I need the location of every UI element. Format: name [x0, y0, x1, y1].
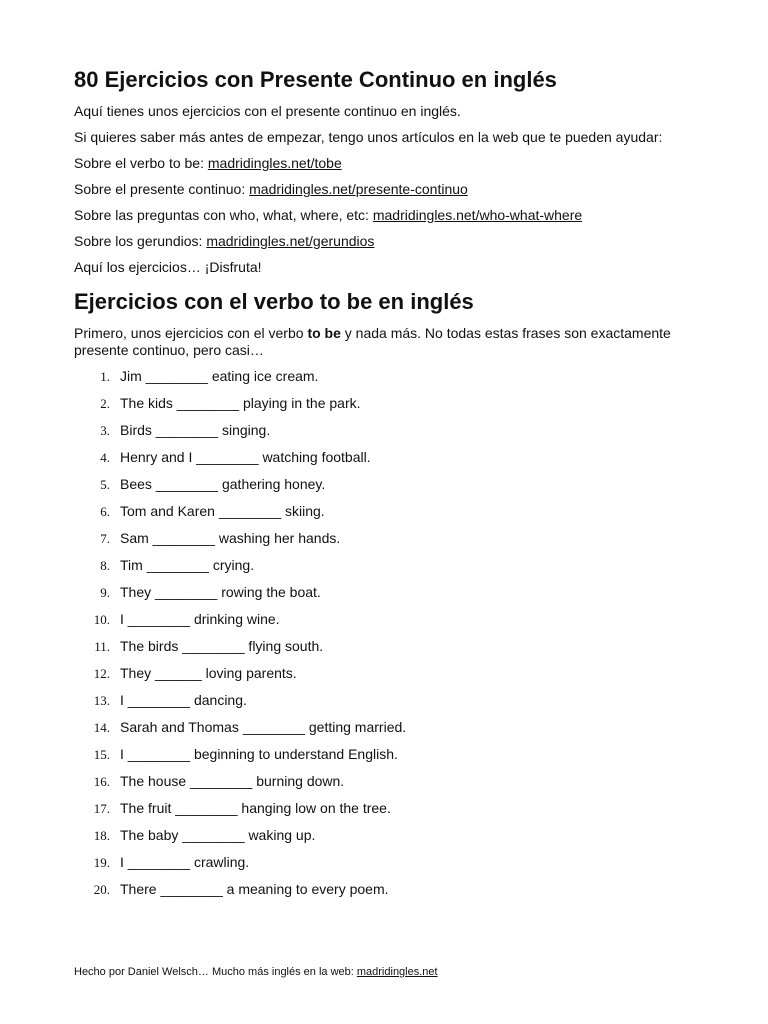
lead-text-after: y nada más. No todas estas frases son exactamente presente continuo, pero casi…	[74, 325, 671, 358]
exercise-item	[74, 368, 694, 385]
exercise-text: The house ________ burning down.	[120, 773, 345, 789]
link-label: Sobre el verbo to be:	[74, 155, 208, 171]
exercise-text: The kids ________ playing in the park.	[120, 395, 361, 411]
exercise-number: 6.	[100, 504, 110, 519]
exercise-text: Tim ________ crying.	[120, 557, 255, 573]
intro-paragraph: Aquí tienes unos ejercicios con el presente continuo en inglés.	[74, 103, 461, 119]
exercise-text: The fruit ________ hanging low on the tree.	[120, 800, 391, 816]
exercise-item	[74, 638, 694, 655]
link-presente-continuo[interactable]: madridingles.net/presente-continuo	[249, 181, 468, 197]
exercise-item	[74, 719, 694, 736]
link-label: Sobre las preguntas con who, what, where, etc:	[74, 207, 373, 223]
exercise-item	[74, 395, 694, 412]
exercise-text: Henry and I ________ watching football.	[120, 449, 371, 465]
exercise-text: There ________ a meaning to every poem.	[120, 881, 389, 897]
link-line-gerundios	[74, 233, 694, 250]
outro-paragraph: Aquí los ejercicios… ¡Disfruta!	[74, 259, 262, 275]
link-label: Sobre el presente continuo:	[74, 181, 250, 197]
exercise-number: 12.	[93, 666, 110, 681]
link-label: Sobre los gerundios:	[74, 233, 207, 249]
exercise-number: 9.	[100, 585, 110, 600]
exercise-text: The baby ________ waking up.	[120, 827, 316, 843]
exercise-number: 20.	[93, 882, 110, 897]
exercise-number: 18.	[93, 828, 110, 843]
exercise-text: I ________ crawling.	[120, 854, 250, 870]
exercise-item	[74, 881, 694, 898]
link-line-presente-continuo	[74, 181, 694, 198]
exercise-number: 4.	[100, 450, 110, 465]
exercise-number: 16.	[93, 774, 110, 789]
exercise-number: 10.	[93, 612, 110, 627]
intro-paragraph-2: Si quieres saber más antes de empezar, tengo unos artículos en la web que te pueden ayudar:	[74, 129, 663, 145]
exercise-item	[74, 692, 694, 709]
exercise-text: The birds ________ flying south.	[120, 638, 324, 654]
exercise-item	[74, 827, 694, 844]
footer	[74, 965, 438, 979]
section-heading: Ejercicios con el verbo to be en inglés	[74, 289, 474, 314]
link-line-who-what-where	[74, 207, 694, 224]
exercise-text: Tom and Karen ________ skiing.	[120, 503, 325, 519]
exercise-number: 1.	[100, 369, 110, 384]
exercise-text: Sarah and Thomas ________ getting married.	[120, 719, 407, 735]
exercise-list	[74, 368, 694, 898]
link-line-tobe	[74, 155, 694, 172]
footer-text: Hecho por Daniel Welsch… Mucho más inglés en la web:	[74, 966, 357, 978]
exercise-text: They ______ loving parents.	[120, 665, 297, 681]
exercise-number: 3.	[100, 423, 110, 438]
exercise-number: 5.	[100, 477, 110, 492]
exercise-item	[74, 557, 694, 574]
exercise-text: Bees ________ gathering honey.	[120, 476, 326, 492]
exercise-item	[74, 476, 694, 493]
exercise-number: 13.	[93, 693, 110, 708]
page-title: 80 Ejercicios con Presente Continuo en inglés	[74, 67, 557, 92]
exercise-text: I ________ dancing.	[120, 692, 247, 708]
exercise-number: 7.	[100, 531, 110, 546]
exercise-item	[74, 503, 694, 520]
link-who-what-where[interactable]: madridingles.net/who-what-where	[372, 207, 583, 223]
exercise-number: 19.	[93, 855, 110, 870]
exercise-item	[74, 665, 694, 682]
document-content	[74, 66, 694, 908]
lead-bold-text: to be	[307, 325, 341, 341]
exercise-item	[74, 530, 694, 547]
exercise-item	[74, 746, 694, 763]
exercise-text: Sam ________ washing her hands.	[120, 530, 341, 546]
exercise-item	[74, 584, 694, 601]
exercise-number: 15.	[93, 747, 110, 762]
section-lead	[74, 325, 694, 359]
exercise-item	[74, 611, 694, 628]
exercise-item	[74, 422, 694, 439]
exercise-item	[74, 449, 694, 466]
link-gerundios[interactable]: madridingles.net/gerundios	[206, 233, 375, 249]
exercise-number: 11.	[94, 639, 110, 654]
footer-link[interactable]: madridingles.net	[356, 966, 438, 978]
exercise-text: Birds ________ singing.	[120, 422, 271, 438]
exercise-number: 14.	[93, 720, 110, 735]
exercise-item	[74, 800, 694, 817]
exercise-item	[74, 773, 694, 790]
exercise-number: 8.	[100, 558, 110, 573]
exercise-text: They ________ rowing the boat.	[120, 584, 321, 600]
exercise-number: 17.	[93, 801, 110, 816]
lead-text-before: Primero, unos ejercicios con el verbo	[74, 325, 308, 341]
exercise-text: I ________ drinking wine.	[120, 611, 280, 627]
exercise-number: 2.	[100, 396, 110, 411]
link-tobe[interactable]: madridingles.net/tobe	[207, 155, 342, 171]
exercise-text: I ________ beginning to understand English.	[120, 746, 398, 762]
exercise-text: Jim ________ eating ice cream.	[120, 368, 319, 384]
exercise-item	[74, 854, 694, 871]
